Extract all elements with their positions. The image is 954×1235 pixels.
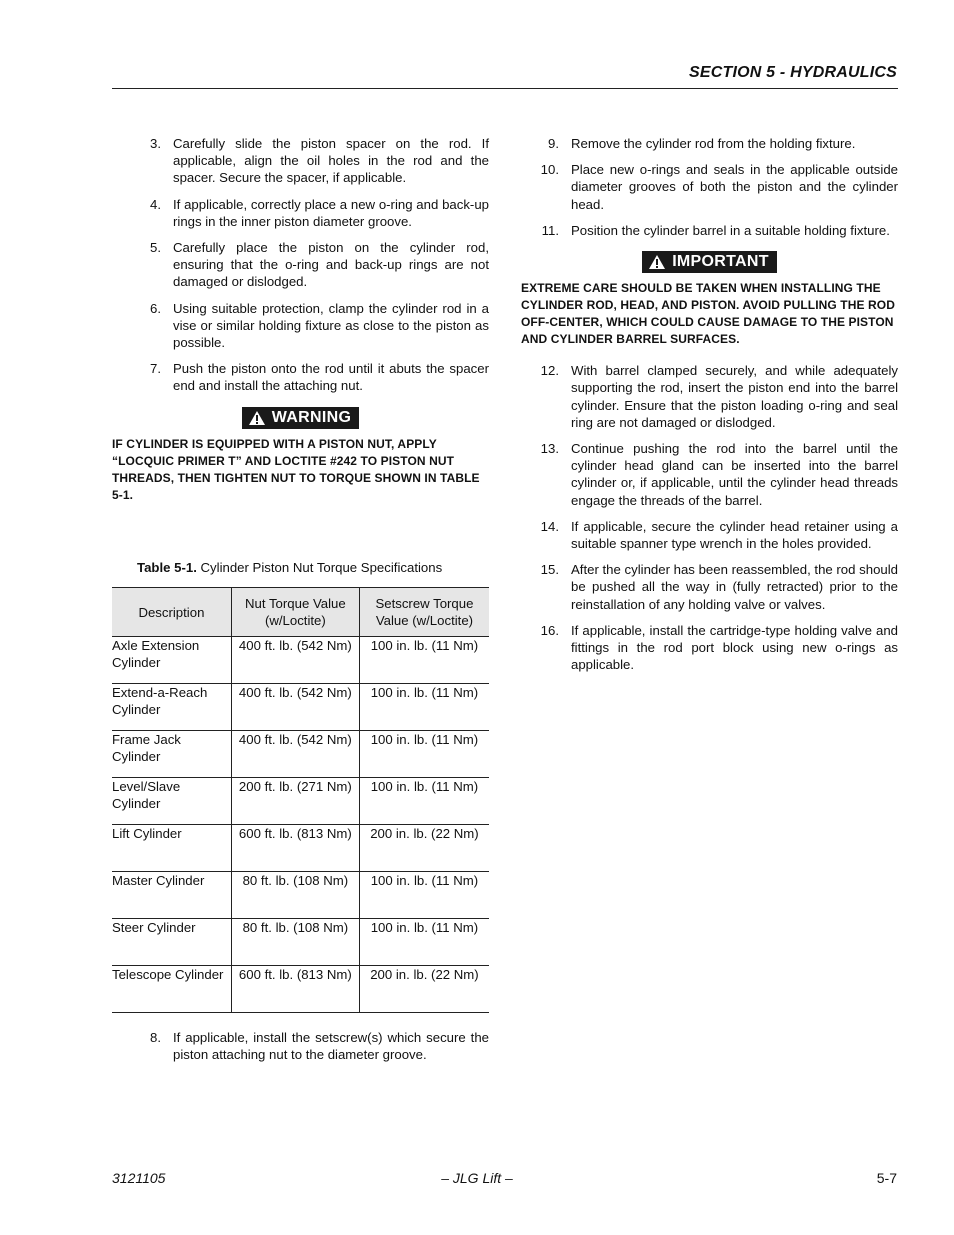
table-caption-text: Cylinder Piston Nut Torque Specifications [196, 560, 443, 575]
left-column [112, 135, 489, 504]
important-text: EXTREME CARE SHOULD BE TAKEN WHEN INSTALLING THE CYLINDER ROD, HEAD, AND PISTON. AVOID PULLING THE ROD OFF-CENTER, WHICH COULD CAUSE DAMAGE TO THE PISTON AND CYLINDER BARREL SURFACES. [521, 281, 895, 347]
step-number: 14. [540, 518, 559, 534]
cell-description: Master Cylinder [112, 872, 231, 919]
cell-description: Lift Cylinder [112, 825, 231, 872]
table-caption-number: Table 5-1. [137, 560, 197, 575]
step-text: Using suitable protection, clamp the cylinder rod in a vise or similar holding fixture as close to the piston as possible. [173, 300, 489, 351]
cell-nut-torque: 600 ft. lb. (813 Nm) [231, 966, 359, 1013]
step-8-block [112, 1029, 489, 1072]
table-row [112, 825, 489, 872]
header-rule [112, 88, 898, 89]
cell-description: Telescope Cylinder [112, 966, 231, 1013]
step-text: Carefully place the piston on the cylinder rod, ensuring that the o-ring and back-up rings are not damaged or dislodged. [173, 240, 489, 290]
cell-setscrew-torque: 100 in. lb. (11 Nm) [359, 731, 489, 778]
column-header: Description [112, 588, 231, 637]
step-number: 5. [150, 240, 161, 256]
column-header: Setscrew Torque Value (w/Loctite) [359, 588, 489, 637]
step-item [112, 239, 489, 291]
step-item [521, 222, 898, 239]
step-number: 7. [150, 361, 161, 377]
warning-label: WARNING [271, 408, 352, 426]
step-number: 3. [150, 136, 161, 151]
step-number: 10. [540, 162, 559, 178]
cell-nut-torque: 400 ft. lb. (542 Nm) [231, 637, 359, 684]
column-header: Nut Torque Value (w/Loctite) [231, 588, 359, 637]
step-item [521, 518, 898, 552]
step-item [521, 561, 898, 613]
step-text: With barrel clamped securely, and while adequately supporting the rod, insert the piston end into the barrel cylinder. Ensure that the piston loading o-ring and seal ring are not damaged or dislodged. [571, 363, 898, 430]
step-number: 6. [150, 300, 161, 316]
step-item [112, 300, 489, 352]
step-text: Position the cylinder barrel in a suitable holding fixture. [571, 222, 890, 238]
cell-description: Level/Slave Cylinder [112, 778, 231, 825]
warning-text: IF CYLINDER IS EQUIPPED WITH A PISTON NUT, APPLY “LOCQUIC PRIMER T” AND LOCTITE #242 TO PISTON NUT THREADS, THEN TIGHTEN NUT TO TORQUE SHOWN IN TABLE 5-1. [112, 436, 480, 502]
footer-doc-number: 3121105 [112, 1170, 166, 1186]
step-number: 11. [541, 222, 559, 238]
torque-spec-table [112, 587, 489, 1013]
step-number: 4. [150, 196, 161, 212]
step-item [112, 360, 489, 394]
step-text: Continue pushing the rod into the barrel until the cylinder head gland can be inserted into the barrel cylinder or, if applicable, until the cylinder head threads engage the threads of the barrel. [571, 441, 898, 508]
step-item [112, 135, 489, 187]
step-item [112, 1029, 489, 1063]
step-text: If applicable, install the setscrew(s) which secure the piston attaching nut to the diameter groove. [173, 1030, 489, 1063]
cell-nut-torque: 400 ft. lb. (542 Nm) [231, 684, 359, 731]
step-text: Carefully slide the piston spacer on the rod. If applicable, align the oil holes in the rod and the spacer. Secure the spacer, if applicable. [173, 136, 489, 186]
step-text: Place new o-rings and seals in the applicable outside diameter grooves of both the piston and the cylinder head. [571, 162, 898, 212]
table-row [112, 919, 489, 966]
table-row [112, 684, 489, 731]
step-number: 9. [548, 136, 559, 151]
step-item [521, 135, 898, 152]
section-title: SECTION 5 - HYDRAULICS [689, 64, 897, 81]
step-text: Remove the cylinder rod from the holding fixture. [571, 136, 856, 151]
warning-triangle-icon [248, 410, 266, 426]
step-text: If applicable, secure the cylinder head retainer using a suitable spanner type wrench in the holes provided. [571, 518, 898, 552]
step-number: 12. [540, 363, 559, 379]
step-item [521, 362, 898, 431]
cell-setscrew-torque: 100 in. lb. (11 Nm) [359, 684, 489, 731]
table-row [112, 731, 489, 778]
step-number: 8. [150, 1030, 161, 1045]
cell-description: Axle Extension Cylinder [112, 637, 231, 684]
footer-page-number: 5-7 [876, 1170, 897, 1186]
step-number: 13. [540, 441, 559, 457]
step-item [521, 161, 898, 213]
step-item [521, 440, 898, 509]
table-row [112, 637, 489, 684]
table-row [112, 966, 489, 1013]
footer-center: – JLG Lift – [441, 1170, 513, 1186]
cell-setscrew-torque: 200 in. lb. (22 Nm) [359, 966, 489, 1013]
table-caption [137, 560, 442, 575]
step-number: 15. [540, 562, 559, 578]
cell-setscrew-torque: 200 in. lb. (22 Nm) [359, 825, 489, 872]
important-label: IMPORTANT [672, 253, 769, 271]
step-text: Push the piston onto the rod until it abuts the spacer end and install the attaching nut. [173, 361, 489, 394]
cell-description: Steer Cylinder [112, 919, 231, 966]
step-item [112, 196, 489, 230]
warning-banner [112, 407, 489, 430]
cell-description: Extend-a-Reach Cylinder [112, 684, 231, 731]
step-text: If applicable, correctly place a new o-ring and back-up rings in the inner piston diameter groove. [173, 196, 489, 229]
cell-nut-torque: 400 ft. lb. (542 Nm) [231, 731, 359, 778]
table-row [112, 872, 489, 919]
cell-nut-torque: 80 ft. lb. (108 Nm) [231, 919, 359, 966]
table-header-row [112, 588, 489, 637]
step-text: If applicable, install the cartridge-type holding valve and fittings in the rod port block using new o-rings as applicable. [571, 622, 898, 673]
table-row [112, 778, 489, 825]
cell-description: Frame Jack Cylinder [112, 731, 231, 778]
cell-setscrew-torque: 100 in. lb. (11 Nm) [359, 872, 489, 919]
warning-triangle-icon [648, 254, 666, 270]
cell-setscrew-torque: 100 in. lb. (11 Nm) [359, 919, 489, 966]
cell-nut-torque: 200 ft. lb. (271 Nm) [231, 778, 359, 825]
cell-setscrew-torque: 100 in. lb. (11 Nm) [359, 778, 489, 825]
cell-setscrew-torque: 100 in. lb. (11 Nm) [359, 637, 489, 684]
cell-nut-torque: 600 ft. lb. (813 Nm) [231, 825, 359, 872]
step-number: 16. [540, 622, 559, 638]
step-item [521, 622, 898, 674]
step-text: After the cylinder has been reassembled, the rod should be pushed all the way in (fully retracted) prior to the reinstallation of any holding valve or valves. [571, 562, 898, 612]
cell-nut-torque: 80 ft. lb. (108 Nm) [231, 872, 359, 919]
warning-label-box [242, 407, 359, 429]
important-label-box [642, 251, 777, 273]
important-banner [521, 251, 898, 274]
right-column [521, 135, 898, 682]
